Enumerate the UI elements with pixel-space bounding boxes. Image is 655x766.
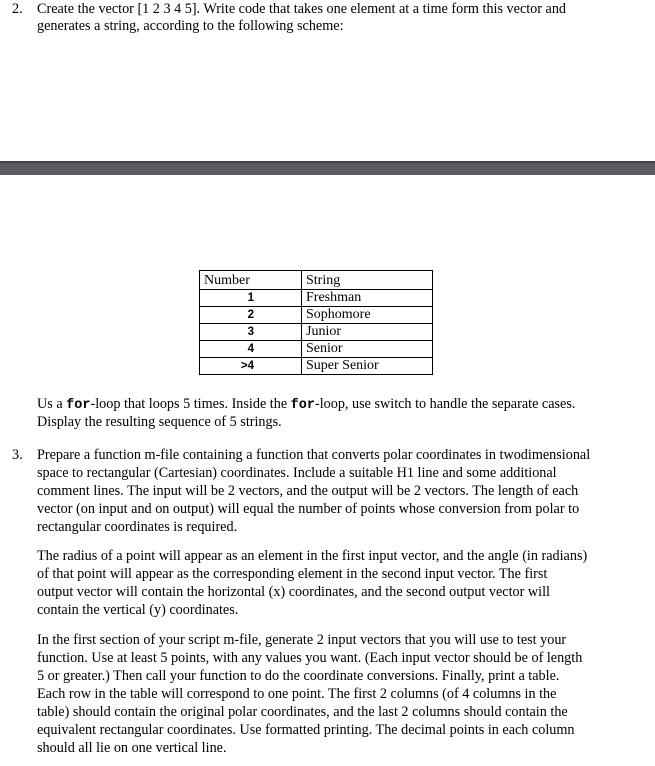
instruction-text-b: -loop that loops 5 times. Inside the xyxy=(90,396,291,412)
paragraph-line: rectangular coordinates is required. xyxy=(37,519,238,535)
question-2-line-2: generates a string, according to the following scheme: xyxy=(37,18,344,34)
row-number: >4 xyxy=(200,358,302,375)
instruction-line-1 xyxy=(37,395,575,415)
scheme-table xyxy=(199,270,433,375)
paragraph-line: equivalent rectangular coordinates. Use formatted printing. The decimal points in each column xyxy=(37,722,575,738)
row-number: 4 xyxy=(200,341,302,358)
header-number: Number xyxy=(200,271,302,290)
instruction-text-c: -loop, use switch to handle the separate cases. xyxy=(314,396,576,412)
table-row xyxy=(200,341,433,358)
question-2-number: 2. xyxy=(12,1,23,17)
table-header-row xyxy=(200,271,433,290)
question-2-line-1: Create the vector [1 2 3 4 5]. Write code that takes one element at a time form this vector and xyxy=(37,1,567,17)
row-string: Senior xyxy=(302,341,433,358)
table-row xyxy=(200,358,433,375)
paragraph-line: of that point will appear as the corresponding element in the second input vector. The first xyxy=(37,566,548,582)
paragraph-line: function. Use at least 5 points, with any values you want. (Each input vector should be of length xyxy=(37,650,583,666)
row-number: 1 xyxy=(200,290,302,307)
paragraph-line: The radius of a point will appear as an element in the first input vector, and the angle (in radians) xyxy=(37,548,588,564)
paragraph-line: comment lines. The input will be 2 vectors, and the output will be 2 vectors. The length of each xyxy=(37,483,579,499)
instruction-text-a: Us a xyxy=(37,396,67,412)
table-row xyxy=(200,290,433,307)
row-string: Sophomore xyxy=(302,307,433,324)
paragraph-line: space to rectangular (Cartesian) coordinates. Include a suitable H1 line and some additional xyxy=(37,465,557,481)
question-3-number: 3. xyxy=(12,447,23,463)
row-string: Junior xyxy=(302,324,433,341)
paragraph-line: In the first section of your script m-file, generate 2 input vectors that you will use to test your xyxy=(37,632,567,648)
row-number: 2 xyxy=(200,307,302,324)
separator-bar xyxy=(0,161,655,175)
paragraph-line: contain the vertical (y) coordinates. xyxy=(37,602,239,618)
paragraph-line: output vector will contain the horizontal (x) coordinates, and the second output vector will xyxy=(37,584,550,600)
paragraph-line: vector (on input and on output) will equal the number of points whose conversion from polar to xyxy=(37,501,580,517)
for-keyword: for xyxy=(66,398,91,413)
for-keyword: for xyxy=(290,398,315,413)
row-string: Freshman xyxy=(302,290,433,307)
table-row xyxy=(200,324,433,341)
row-string: Super Senior xyxy=(302,358,433,375)
paragraph-line: should all lie on one vertical line. xyxy=(37,740,227,756)
paragraph-line: Each row in the table will correspond to one point. The first 2 columns (of 4 columns in the xyxy=(37,686,557,702)
row-number: 3 xyxy=(200,324,302,341)
paragraph-line: Prepare a function m-file containing a function that converts polar coordinates in twodimensional xyxy=(37,447,591,463)
paragraph-line: 5 or greater.) Then call your function to do the coordinate conversions. Finally, print a table. xyxy=(37,668,560,684)
instruction-line-2: Display the resulting sequence of 5 strings. xyxy=(37,414,282,430)
table-row xyxy=(200,307,433,324)
header-string: String xyxy=(302,271,433,290)
paragraph-line: table) should contain the original polar coordinates, and the last 2 columns should contain the xyxy=(37,704,568,720)
